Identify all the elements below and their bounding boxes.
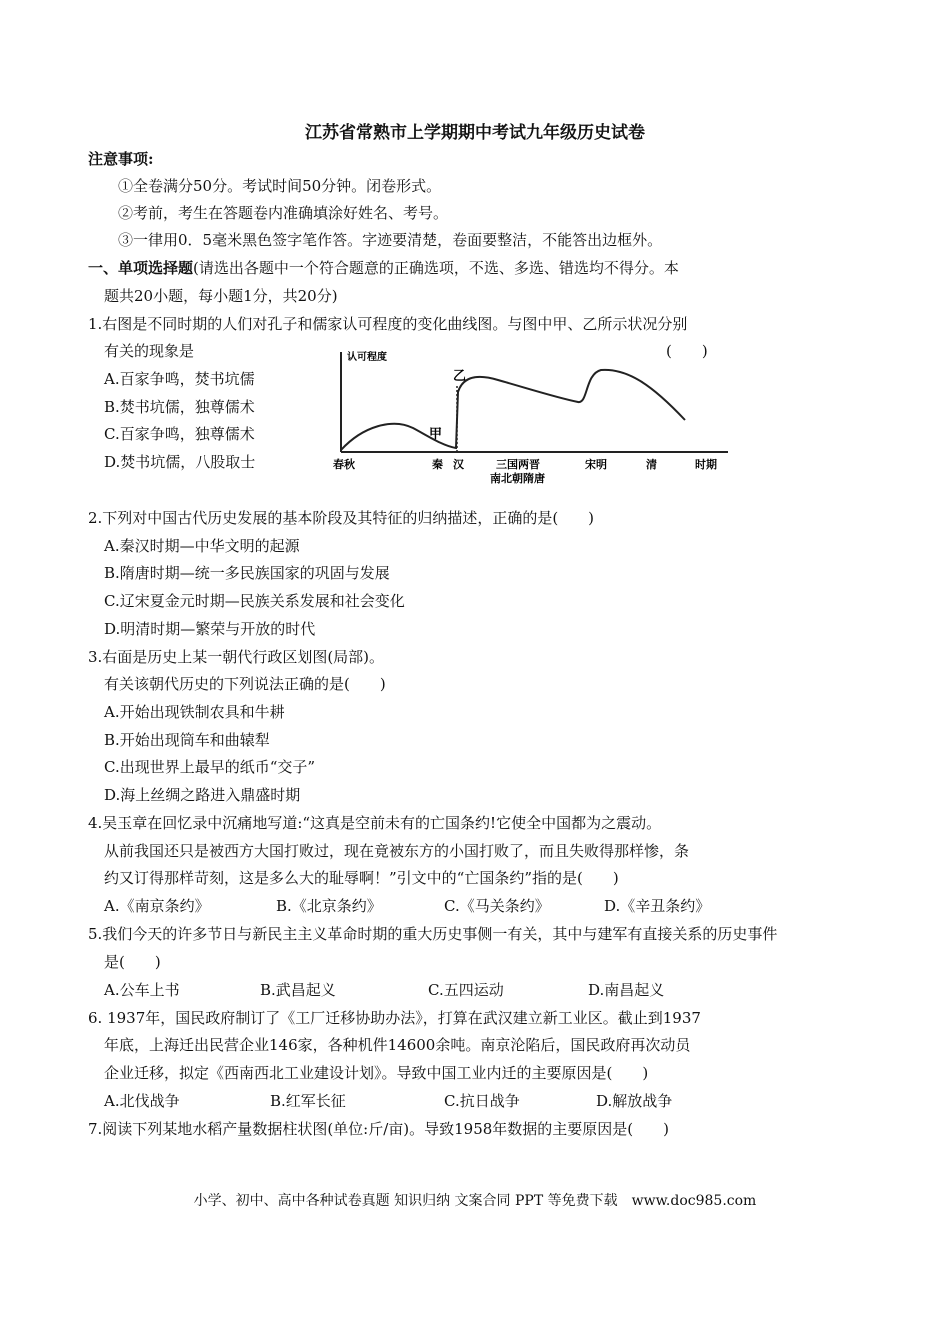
option-b: B.隋唐时期—统一多民族国家的巩固与发展 xyxy=(104,564,390,582)
option-d: D.解放战争 xyxy=(596,1092,673,1110)
y-axis-label: 认可程度 xyxy=(347,352,387,363)
option-d: D.《辛丑条约》 xyxy=(604,897,711,915)
notice-heading: 注意事项: xyxy=(88,150,154,168)
option-d: D.海上丝绸之路进入鼎盛时期 xyxy=(104,786,301,804)
option-c: C.辽宋夏金元时期—民族关系发展和社会变化 xyxy=(104,592,405,610)
option-c: C.出现世界上最早的纸币“交子” xyxy=(104,758,316,776)
question-3-text: 有关该朝代历史的下列说法正确的是( ) xyxy=(104,675,386,693)
question-5-text: 是( ) xyxy=(104,953,161,971)
section-heading-line xyxy=(88,258,679,278)
section-instruction: (请选出各题中一个符合题意的正确选项，不选、多选、错选均不得分。本 xyxy=(193,259,679,277)
recognition-curve xyxy=(341,370,685,450)
option-d: D.南昌起义 xyxy=(588,981,665,999)
question-5-text: 5.我们今天的许多节日与新民主主义革命时期的重大历史事侧一有关，其中与建军有直接关系的历史事件 xyxy=(88,925,778,943)
question-1-text: 1.右图是不同时期的人们对孔子和儒家认可程度的变化曲线图。与图中甲、乙所示状况分别 xyxy=(88,315,688,333)
option-a: A.百家争鸣，焚书坑儒 xyxy=(104,370,255,388)
option-a: A.开始出现铁制农具和牛耕 xyxy=(104,703,285,721)
option-c: C.抗日战争 xyxy=(444,1092,520,1110)
question-6-text: 6. 1937年，国民政府制订了《工厂迁移协助办法》，打算在武汉建立新工业区。截止到1937 xyxy=(88,1009,701,1027)
option-c: C.五四运动 xyxy=(428,981,504,999)
section-instruction: 题共20小题，每小题1分，共20分) xyxy=(104,287,338,305)
tick-label: 南北朝隋唐 xyxy=(490,472,545,485)
question-6-text: 企业迁移，拟定《西南西北工业建设计划》。导致中国工业内迁的主要原因是( ) xyxy=(104,1064,649,1082)
answer-bracket: ( ) xyxy=(666,342,708,360)
tick-label: 宋明 xyxy=(585,458,607,471)
option-d: D.明清时期—繁荣与开放的时代 xyxy=(104,620,316,638)
question-1-text: 有关的现象是 xyxy=(104,342,195,360)
option-b: B.《北京条约》 xyxy=(276,897,382,915)
option-b: B.开始出现筒车和曲辕犁 xyxy=(104,731,270,749)
tick-label: 秦 xyxy=(432,458,443,471)
option-a: A.北伐战争 xyxy=(104,1092,180,1110)
question-4-text: 4.吴玉章在回忆录中沉痛地写道:“这真是空前未有的亡国条约!它使全中国都为之震动。 xyxy=(88,814,662,832)
page-footer: 小学、初中、高中各种试卷真题 知识归纳 文案合同 PPT 等免费下载 www.doc985.com xyxy=(193,1193,757,1209)
option-c: C.《马关条约》 xyxy=(444,897,550,915)
notice-item: ②考前，考生在答题卷内准确填涂好姓名、考号。 xyxy=(118,204,449,222)
tick-label: 春秋 xyxy=(333,458,355,471)
option-d: D.焚书坑儒，八股取士 xyxy=(104,453,256,471)
option-b: B.武昌起义 xyxy=(260,981,336,999)
question-4-text: 从前我国还只是被西方大国打败过，现在竟被东方的小国打败了，而且失败得那样惨，条 xyxy=(104,842,690,860)
option-a: A.《南京条约》 xyxy=(104,897,210,915)
question-6-text: 年底，上海迁出民营企业146家，各种机件14600余吨。南京沦陷后，国民政府再次动员 xyxy=(104,1036,691,1054)
option-a: A.秦汉时期—中华文明的起源 xyxy=(104,537,300,555)
recognition-curve-chart xyxy=(333,346,733,486)
notice-item: ①全卷满分50分。考试时间50分钟。闭卷形式。 xyxy=(118,177,442,195)
option-a: A.公车上书 xyxy=(104,981,180,999)
x-axis-label: 时期 xyxy=(695,458,717,471)
question-4-text: 约又订得那样苛刻，这是多么大的耻辱啊！”引文中的“亡国条约”指的是( ) xyxy=(104,869,619,887)
question-2-text: 2.下列对中国古代历史发展的基本阶段及其特征的归纳描述，正确的是( ) xyxy=(88,509,595,527)
tick-label: 清 xyxy=(646,458,657,471)
tick-label: 三国两晋 xyxy=(496,458,540,471)
option-b: B.焚书坑儒，独尊儒术 xyxy=(104,398,255,416)
option-b: B.红军长征 xyxy=(270,1092,346,1110)
question-3-text: 3.右面是历史上某一朝代行政区划图(局部)。 xyxy=(88,648,385,666)
page-title: 江苏省常熟市上学期期中考试九年级历史试卷 xyxy=(305,123,645,143)
notice-item: ③一律用0．5毫米黑色签字笔作答。字迹要清楚，卷面要整洁，不能答出边框外。 xyxy=(118,231,663,249)
option-c: C.百家争鸣，独尊儒术 xyxy=(104,425,255,443)
annotation-jia: 甲 xyxy=(429,427,443,442)
annotation-yi: 乙 xyxy=(453,369,467,384)
tick-label: 汉 xyxy=(453,458,464,471)
section-heading: 一、单项选择题 xyxy=(88,259,194,277)
question-7-text: 7.阅读下列某地水稻产量数据柱状图(单位:斤/亩)。导致1958年数据的主要原因是( ) xyxy=(88,1120,670,1138)
